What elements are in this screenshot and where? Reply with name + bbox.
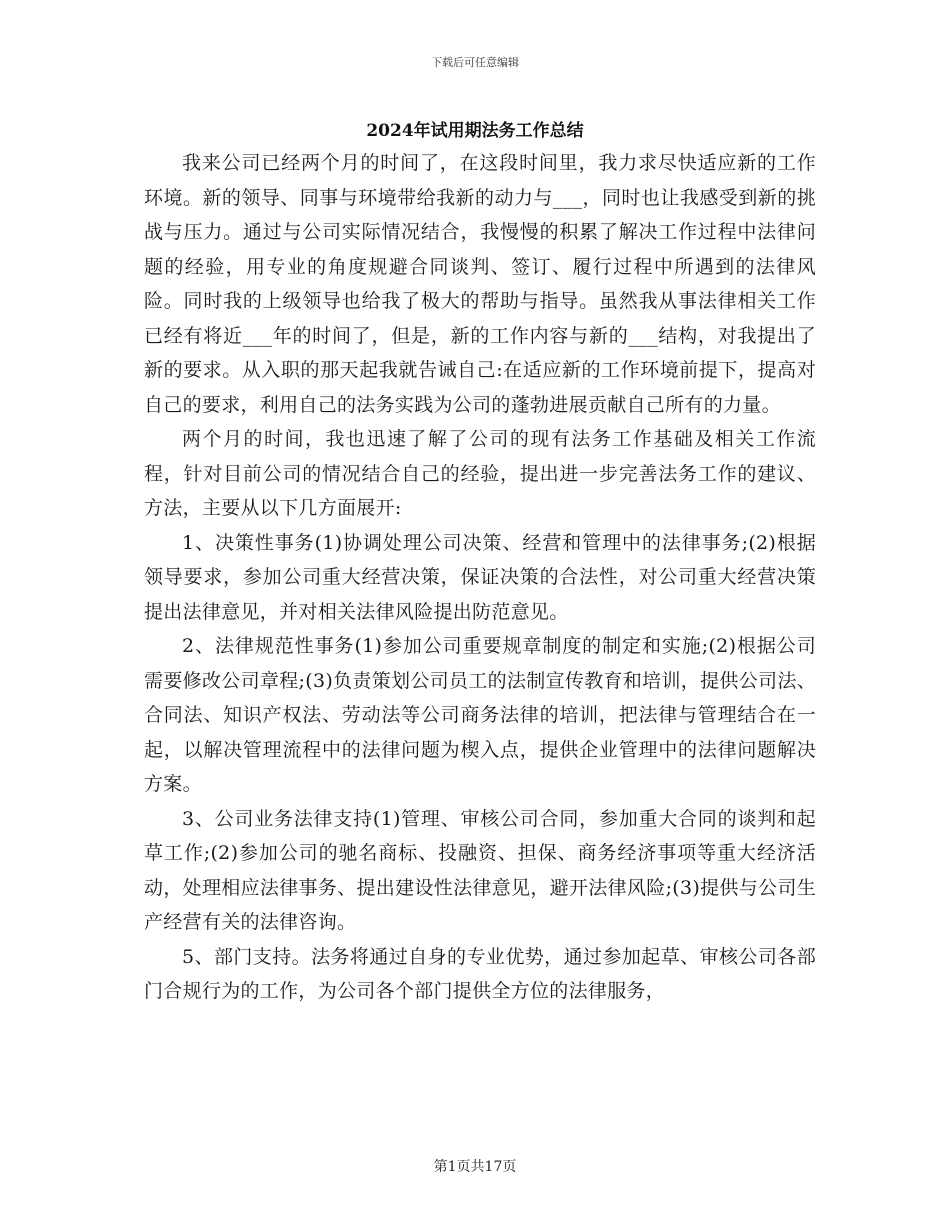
paragraph-intro: 我来公司已经两个月的时间了，在这段时间里，我力求尽快适应新的工作环境。新的领导、同事与环境带给我新的动力与___，同时也让我感受到新的挑战与压力。通过与公司实际情况结合，我慢慢的积累了解决工作过程中法律问题的经验，用专业的角度规避合同谈判、签订、履行过程中所遇到的法律风险。同时我的上级领导也给我了极大的帮助与指导。虽然我从事法律相关工作已经有将近___年的时间了，但是，新的工作内容与新的___结构，对我提出了新的要求。从入职的那天起我就告诫自己:在适应新的工作环境前提下，提高对自己的要求，利用自己的法务实践为公司的蓬勃进展贡献自己所有的力量。	[144, 152, 816, 416]
page-number: 第1页共17页	[433, 1159, 517, 1175]
document-title: 2024年试用期法务工作总结	[366, 121, 584, 141]
page-header-note: 下载后可任意编辑	[431, 56, 519, 69]
paragraph-item-1: 1、决策性事务(1)协调处理公司决策、经营和管理中的法律事务;(2)根据领导要求，参加公司重大经营决策，保证决策的合法性，对公司重大经营决策提出法律意见，并对相关法律风险提出防范意见。	[144, 531, 816, 623]
paragraph-item-2: 2、法律规范性事务(1)参加公司重要规章制度的制定和实施;(2)根据公司需要修改公司章程;(3)负责策划公司员工的法制宣传教育和培训，提供公司法、合同法、知识产权法、劳动法等公司商务法律的培训，把法律与管理结合在一起，以解决管理流程中的法律问题为楔入点，提供企业管理中的法律问题解决方案。	[144, 635, 816, 795]
paragraph-overview: 两个月的时间，我也迅速了解了公司的现有法务工作基础及相关工作流程，针对目前公司的情况结合自己的经验，提出进一步完善法务工作的建议、方法，主要从以下几方面展开:	[144, 428, 816, 519]
paragraph-item-3: 3、公司业务法律支持(1)管理、审核公司合同，参加重大合同的谈判和起草工作;(2)参加公司的驰名商标、投融资、担保、商务经济事项等重大经济活动，处理相应法律事务、提出建设性法律意见，避开法律风险;(3)提供与公司生产经营有关的法律咨询。	[144, 807, 816, 933]
document-body	[144, 146, 816, 1009]
paragraph-item-5: 5、部门支持。法务将通过自身的专业优势，通过参加起草、审核公司各部门合规行为的工作，为公司各个部门提供全方位的法律服务，	[144, 945, 816, 1002]
